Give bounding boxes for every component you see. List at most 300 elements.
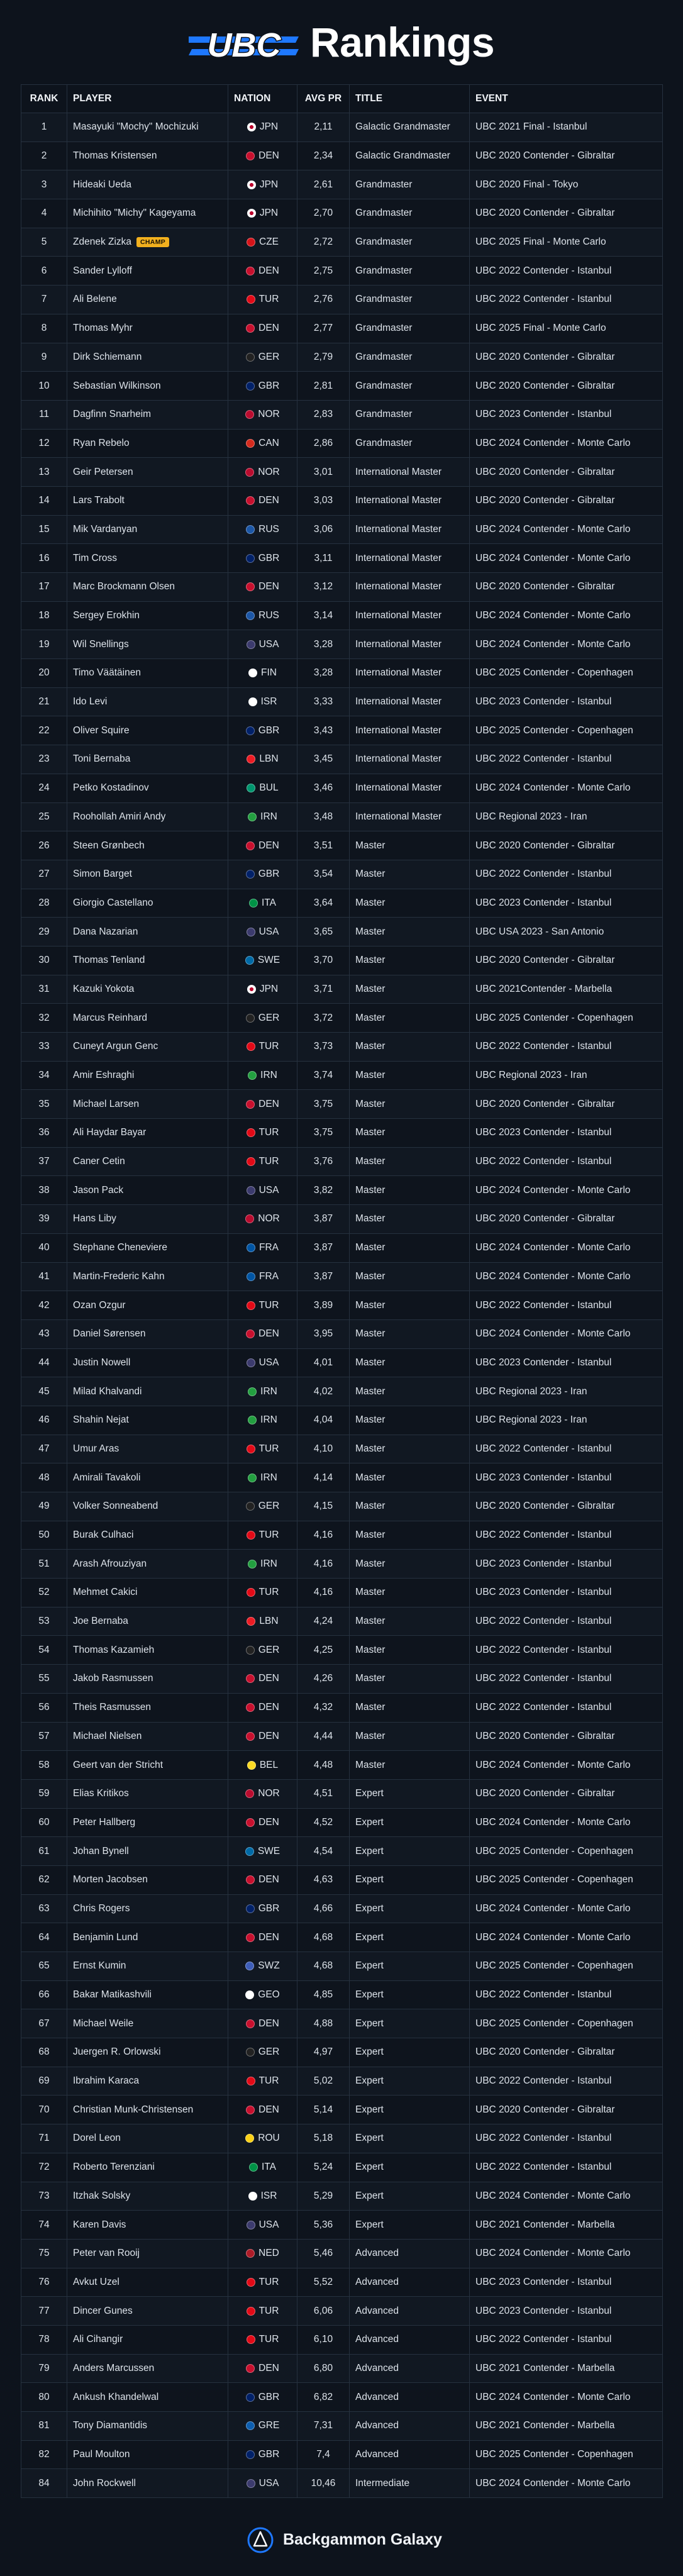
title-cell: Master — [350, 1550, 470, 1579]
table-row — [21, 573, 663, 602]
nation-cell — [228, 429, 297, 458]
nation — [234, 1070, 291, 1081]
player-cell — [67, 1205, 228, 1234]
event-cell: UBC 2020 Contender - Gibraltar — [470, 486, 663, 515]
player-name: Shahin Nejat — [73, 1414, 129, 1426]
nation-code: TUR — [258, 1041, 279, 1052]
table-row — [21, 2383, 663, 2412]
nation — [234, 984, 291, 995]
avg-pr-cell: 4,68 — [297, 1952, 350, 1981]
rank-cell: 60 — [21, 1808, 67, 1837]
flag-icon — [246, 1703, 255, 1712]
event-cell: UBC 2023 Contender - Istanbul — [470, 1579, 663, 1607]
event-cell: UBC 2022 Contender - Istanbul — [470, 1607, 663, 1636]
title-cell: Master — [350, 860, 470, 889]
avg-pr-cell: 3,33 — [297, 687, 350, 716]
flag-icon — [246, 1646, 255, 1655]
player-cell — [67, 1665, 228, 1694]
nation-code: DEN — [258, 150, 279, 162]
rank-cell: 19 — [21, 630, 67, 659]
rank-cell: 50 — [21, 1521, 67, 1550]
table-row — [21, 1061, 663, 1090]
nation-code: GRE — [258, 2420, 280, 2431]
flag-icon — [246, 611, 255, 620]
nation-cell — [228, 2182, 297, 2211]
flag-icon — [246, 726, 255, 735]
title-cell: Master — [350, 1061, 470, 1090]
column-header-avg-pr: AVG PR — [297, 85, 350, 113]
nation-cell — [228, 1865, 297, 1894]
nation — [234, 667, 291, 679]
rank-cell: 43 — [21, 1319, 67, 1348]
rank-cell: 67 — [21, 2009, 67, 2038]
flag-icon — [246, 2364, 255, 2373]
flag-icon — [249, 2163, 258, 2172]
player-cell — [67, 1693, 228, 1722]
player-name: Mehmet Cakici — [73, 1587, 138, 1598]
player-cell — [67, 1779, 228, 1808]
column-header-player: PLAYER — [67, 85, 228, 113]
flag-icon — [246, 2106, 255, 2114]
flag-icon — [246, 554, 255, 563]
avg-pr-cell: 4,52 — [297, 1808, 350, 1837]
nation-code: GEO — [258, 1989, 280, 2001]
nation — [234, 1099, 291, 1110]
nation — [234, 1271, 291, 1282]
rank-cell: 51 — [21, 1550, 67, 1579]
nation — [234, 409, 291, 420]
player-name: Karen Davis — [73, 2219, 126, 2230]
table-row — [21, 1894, 663, 1923]
player-cell — [67, 1119, 228, 1148]
event-cell: UBC 2023 Contender - Istanbul — [470, 2268, 663, 2297]
player-name: John Rockwell — [73, 2477, 136, 2489]
nation — [234, 150, 291, 162]
nation-cell — [228, 1061, 297, 1090]
flag-icon — [246, 324, 255, 333]
title-cell: Expert — [350, 1894, 470, 1923]
rank-cell: 68 — [21, 2038, 67, 2067]
avg-pr-cell: 3,74 — [297, 1061, 350, 1090]
event-cell: UBC 2022 Contender - Istanbul — [470, 1521, 663, 1550]
avg-pr-cell: 6,06 — [297, 2297, 350, 2326]
player-name: Geir Petersen — [73, 466, 133, 477]
nation-cell — [228, 1205, 297, 1234]
player-name: Itzhak Solsky — [73, 2190, 131, 2201]
avg-pr-cell: 3,65 — [297, 918, 350, 947]
player-name: Arash Afrouziyan — [73, 1558, 147, 1569]
nation-code: FRA — [259, 1242, 279, 1253]
table-row — [21, 113, 663, 142]
table-row — [21, 2096, 663, 2124]
player-cell — [67, 2211, 228, 2240]
table-row — [21, 142, 663, 170]
event-cell: UBC 2025 Contender - Copenhagen — [470, 2440, 663, 2469]
nation — [234, 1989, 291, 2001]
table-row — [21, 1463, 663, 1492]
player-name: Jakob Rasmussen — [73, 1673, 153, 1684]
player-cell — [67, 257, 228, 286]
event-cell: UBC 2025 Contender - Copenhagen — [470, 1865, 663, 1894]
player-name: Amirali Tavakoli — [73, 1472, 141, 1483]
table-row — [21, 1693, 663, 1722]
table-row — [21, 601, 663, 630]
flag-icon — [247, 2278, 255, 2287]
player-cell — [67, 745, 228, 774]
player-name: Thomas Kazamieh — [73, 1644, 155, 1655]
nation-code: TUR — [258, 1530, 279, 1541]
event-cell: UBC 2021 Final - Istanbul — [470, 113, 663, 142]
rank-cell: 76 — [21, 2268, 67, 2297]
nation-code: GER — [258, 351, 280, 362]
player-cell — [67, 1865, 228, 1894]
table-row — [21, 1291, 663, 1320]
nation-cell — [228, 1837, 297, 1866]
nation-code: ITA — [262, 2162, 276, 2173]
rank-cell: 7 — [21, 286, 67, 314]
title-cell: International Master — [350, 745, 470, 774]
nation — [234, 265, 291, 277]
nation — [234, 1846, 291, 1857]
nation — [234, 1300, 291, 1311]
table-row — [21, 1636, 663, 1665]
flag-icon — [245, 956, 254, 965]
player-cell — [67, 802, 228, 831]
table-row — [21, 1377, 663, 1406]
nation — [234, 1702, 291, 1713]
flag-icon — [247, 123, 256, 131]
rank-cell: 18 — [21, 601, 67, 630]
flag-icon — [247, 1186, 255, 1195]
nation-code: LBN — [259, 753, 279, 765]
player-name: Jason Pack — [73, 1184, 124, 1196]
event-cell: UBC 2023 Contender - Istanbul — [470, 1348, 663, 1377]
table-row — [21, 1406, 663, 1435]
rank-cell: 36 — [21, 1119, 67, 1148]
nation — [234, 236, 291, 248]
avg-pr-cell: 4,88 — [297, 2009, 350, 2038]
table-row — [21, 975, 663, 1004]
avg-pr-cell: 6,10 — [297, 2325, 350, 2354]
nation-code: SWE — [257, 1845, 280, 1857]
avg-pr-cell: 3,43 — [297, 716, 350, 745]
flag-icon — [247, 1617, 255, 1626]
player-name: Burak Culhaci — [73, 1530, 134, 1541]
nation — [234, 1414, 291, 1426]
player-cell — [67, 458, 228, 487]
player-cell — [67, 2268, 228, 2297]
player-name: Michael Weile — [73, 2018, 134, 2029]
nation — [234, 1501, 291, 1512]
nation — [234, 179, 291, 191]
nation-code: NOR — [258, 1788, 280, 1799]
player-cell — [67, 1463, 228, 1492]
table-row — [21, 257, 663, 286]
player-cell — [67, 170, 228, 199]
avg-pr-cell: 2,72 — [297, 228, 350, 257]
rank-cell: 55 — [21, 1665, 67, 1694]
event-cell: UBC Regional 2023 - Iran — [470, 1406, 663, 1435]
title-cell: Expert — [350, 2124, 470, 2153]
player-cell — [67, 400, 228, 429]
event-cell: UBC 2025 Contender - Copenhagen — [470, 2009, 663, 2038]
player-cell — [67, 2038, 228, 2067]
player-cell — [67, 918, 228, 947]
event-cell: UBC 2023 Contender - Istanbul — [470, 889, 663, 918]
avg-pr-cell: 4,26 — [297, 1665, 350, 1694]
nation-cell — [228, 515, 297, 544]
title-cell: Master — [350, 918, 470, 947]
table-row — [21, 2211, 663, 2240]
nation — [234, 926, 291, 938]
event-cell: UBC 2022 Contender - Istanbul — [470, 860, 663, 889]
flag-icon — [246, 2048, 255, 2057]
nation-code: JPN — [259, 121, 279, 133]
flag-icon — [245, 410, 254, 419]
nation — [234, 2104, 291, 2116]
event-cell: UBC 2025 Contender - Copenhagen — [470, 1837, 663, 1866]
nation-cell — [228, 1377, 297, 1406]
table-row — [21, 2067, 663, 2096]
player-name: Ali Haydar Bayar — [73, 1127, 147, 1138]
nation — [234, 811, 291, 823]
title-cell: International Master — [350, 573, 470, 602]
player-name: Dincer Gunes — [73, 2305, 133, 2316]
nation — [234, 1558, 291, 1570]
nation-code: DEN — [258, 2362, 279, 2373]
nation-cell — [228, 1550, 297, 1579]
player-name: Juergen R. Orlowski — [73, 2046, 161, 2058]
rank-cell: 80 — [21, 2383, 67, 2412]
table-row — [21, 1665, 663, 1694]
title-cell: Master — [350, 1147, 470, 1176]
nation-cell — [228, 199, 297, 228]
nation-cell — [228, 1894, 297, 1923]
nation — [234, 782, 291, 794]
player-cell — [67, 544, 228, 573]
nation — [234, 2334, 291, 2345]
flag-icon — [249, 899, 258, 908]
avg-pr-cell: 2,70 — [297, 199, 350, 228]
nation-code: TUR — [258, 1587, 279, 1598]
player-cell — [67, 1147, 228, 1176]
player-name: Bakar Matikashvili — [73, 1989, 152, 2001]
player-cell — [67, 1952, 228, 1981]
event-cell: UBC 2024 Contender - Monte Carlo — [470, 1233, 663, 1262]
event-cell: UBC 2024 Contender - Monte Carlo — [470, 1176, 663, 1205]
flag-icon — [246, 1904, 255, 1913]
nation-cell — [228, 343, 297, 372]
flag-icon — [247, 985, 256, 994]
nation-code: ROU — [258, 2133, 280, 2144]
avg-pr-cell: 4,51 — [297, 1779, 350, 1808]
player-cell — [67, 1751, 228, 1780]
player-name: Cuneyt Argun Genc — [73, 1041, 158, 1052]
avg-pr-cell: 3,70 — [297, 946, 350, 975]
player-name: Chris Rogers — [73, 1902, 130, 1914]
nation — [234, 581, 291, 592]
player-name: Thomas Kristensen — [73, 150, 157, 162]
player-cell — [67, 2239, 228, 2268]
flag-icon — [248, 1416, 257, 1424]
nation-cell — [228, 1406, 297, 1435]
player-name: Dorel Leon — [73, 2133, 121, 2144]
flag-icon — [247, 2077, 255, 2085]
avg-pr-cell: 4,02 — [297, 1377, 350, 1406]
column-header-nation: NATION — [228, 85, 297, 113]
avg-pr-cell: 5,36 — [297, 2211, 350, 2240]
flag-icon — [247, 2335, 255, 2344]
flag-icon — [247, 180, 256, 189]
nation-cell — [228, 1319, 297, 1348]
avg-pr-cell: 3,89 — [297, 1291, 350, 1320]
table-row — [21, 228, 663, 257]
title-cell: Galactic Grandmaster — [350, 113, 470, 142]
nation — [234, 553, 291, 564]
title-cell: International Master — [350, 544, 470, 573]
table-row — [21, 946, 663, 975]
event-cell: UBC 2024 Contender - Monte Carlo — [470, 774, 663, 802]
nation-code: BEL — [259, 1759, 279, 1770]
title-cell: Advanced — [350, 2383, 470, 2412]
player-cell — [67, 486, 228, 515]
event-cell: UBC 2020 Contender - Gibraltar — [470, 142, 663, 170]
event-cell: UBC Regional 2023 - Iran — [470, 1377, 663, 1406]
nation-code: RUS — [258, 610, 279, 621]
nation-cell — [228, 2009, 297, 2038]
flag-icon — [246, 1933, 255, 1942]
nation-cell — [228, 1923, 297, 1952]
table-row — [21, 630, 663, 659]
nation-cell — [228, 716, 297, 745]
nation — [234, 1731, 291, 1742]
rank-cell: 62 — [21, 1865, 67, 1894]
table-row — [21, 1090, 663, 1119]
player-name: Christian Munk-Christensen — [73, 2104, 194, 2115]
nation-code: CAN — [258, 437, 279, 448]
player-cell — [67, 1808, 228, 1837]
table-row — [21, 170, 663, 199]
event-cell: UBC 2022 Contender - Istanbul — [470, 257, 663, 286]
rank-cell: 42 — [21, 1291, 67, 1320]
nation — [234, 2248, 291, 2259]
title-cell: Expert — [350, 2211, 470, 2240]
title-cell: Grandmaster — [350, 257, 470, 286]
nation-code: TUR — [258, 1299, 279, 1311]
champion-badge: CHAMP — [136, 237, 169, 247]
table-row — [21, 2325, 663, 2354]
flag-icon — [247, 1243, 255, 1252]
flag-icon — [246, 1818, 255, 1827]
event-cell: UBC 2020 Contender - Gibraltar — [470, 458, 663, 487]
player-name: Geert van der Stricht — [73, 1759, 164, 1770]
rank-cell: 16 — [21, 544, 67, 573]
flag-icon — [246, 841, 255, 850]
rank-cell: 33 — [21, 1033, 67, 1062]
nation-cell — [228, 946, 297, 975]
flag-icon — [245, 468, 254, 477]
rank-cell: 46 — [21, 1406, 67, 1435]
table-row — [21, 2354, 663, 2383]
event-cell: UBC 2024 Contender - Monte Carlo — [470, 2239, 663, 2268]
event-cell: UBC 2020 Contender - Gibraltar — [470, 1722, 663, 1751]
title-cell: Master — [350, 1636, 470, 1665]
player-cell — [67, 1492, 228, 1521]
nation-code: DEN — [258, 265, 279, 276]
title-cell: Master — [350, 1435, 470, 1463]
title-cell: Master — [350, 1607, 470, 1636]
rank-cell: 28 — [21, 889, 67, 918]
rank-cell: 49 — [21, 1492, 67, 1521]
nation-code: BUL — [259, 782, 279, 794]
avg-pr-cell: 3,73 — [297, 1033, 350, 1062]
title-cell: Master — [350, 1693, 470, 1722]
rank-cell: 26 — [21, 831, 67, 860]
event-cell: UBC 2024 Contender - Monte Carlo — [470, 2383, 663, 2412]
player-cell — [67, 1980, 228, 2009]
nation-code: IRN — [260, 1414, 277, 1426]
table-row — [21, 659, 663, 688]
page-footer — [0, 2509, 683, 2572]
player-cell — [67, 1894, 228, 1923]
nation-cell — [228, 573, 297, 602]
flag-icon — [246, 2249, 255, 2258]
rank-cell: 32 — [21, 1004, 67, 1033]
event-cell: UBC 2023 Contender - Istanbul — [470, 1550, 663, 1579]
avg-pr-cell: 2,76 — [297, 286, 350, 314]
player-cell — [67, 1348, 228, 1377]
event-cell: UBC 2022 Contender - Istanbul — [470, 286, 663, 314]
event-cell: UBC 2025 Contender - Copenhagen — [470, 1952, 663, 1981]
nation-cell — [228, 1262, 297, 1291]
player-cell — [67, 860, 228, 889]
title-cell: Grandmaster — [350, 228, 470, 257]
nation — [234, 2363, 291, 2374]
rank-cell: 22 — [21, 716, 67, 745]
flag-icon — [247, 295, 255, 304]
nation — [234, 2420, 291, 2431]
nation-code: USA — [258, 926, 279, 937]
flag-icon — [247, 1588, 255, 1597]
table-row — [21, 314, 663, 343]
nation — [234, 2449, 291, 2460]
rank-cell: 30 — [21, 946, 67, 975]
nation-cell — [228, 2297, 297, 2326]
player-name: Volker Sonneabend — [73, 1501, 158, 1512]
nation — [234, 1645, 291, 1656]
nation-cell — [228, 802, 297, 831]
flag-icon — [245, 2134, 254, 2143]
player-name: Michael Larsen — [73, 1098, 140, 1109]
nation — [234, 2306, 291, 2317]
rank-cell: 23 — [21, 745, 67, 774]
nation — [234, 840, 291, 852]
table-row — [21, 458, 663, 487]
flag-icon — [247, 1157, 255, 1166]
avg-pr-cell: 4,66 — [297, 1894, 350, 1923]
avg-pr-cell: 4,63 — [297, 1865, 350, 1894]
player-name: Sergey Erokhin — [73, 610, 140, 621]
title-cell: Advanced — [350, 2268, 470, 2297]
avg-pr-cell: 4,16 — [297, 1550, 350, 1579]
flag-icon — [248, 1071, 257, 1080]
nation-code: NOR — [258, 409, 280, 420]
player-name: Thomas Tenland — [73, 955, 145, 966]
flag-icon — [247, 1761, 256, 1770]
title-cell: Master — [350, 1176, 470, 1205]
flag-icon — [246, 1732, 255, 1741]
rank-cell: 65 — [21, 1952, 67, 1981]
